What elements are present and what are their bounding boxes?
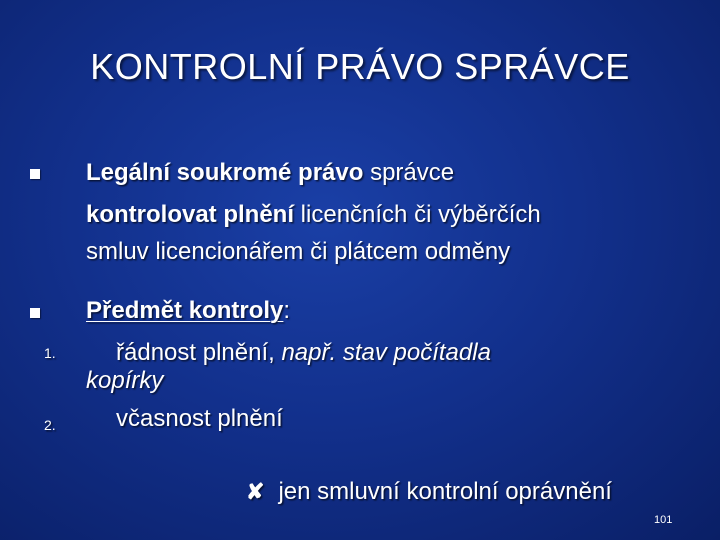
bullet1-line3: smluv licencionářem či plátcem odměny [86,238,511,265]
x-mark-icon: ✘ [246,479,265,504]
bullet1-line2 [86,201,541,229]
bullet1-rest-text: správce [363,159,455,186]
bullet2-bold-text: Předmět kontroly [86,297,284,324]
bullet1-line2-bold: kontrolovat plnění [86,201,295,228]
list-item-1-italic: např. stav počítadla [281,339,491,366]
list-item-1-text: řádnost plnění, [116,339,282,366]
bullet1-line1 [86,159,454,187]
bullet-square-icon [30,169,40,179]
note-line [246,478,612,506]
list-item-1-line2: kopírky [86,367,164,394]
slide-title: KONTROLNÍ PRÁVO SPRÁVCE [90,46,630,87]
note-text: jen smluvní kontrolní oprávnění [278,478,612,505]
list-number-1: 1. [44,345,56,361]
bullet2-colon: : [283,297,291,324]
bullet2-line [86,297,290,325]
list-item-1-line1 [116,339,491,367]
bullet1-bold-text: Legální soukromé právo [86,159,364,186]
list-item-2: včasnost plnění [116,405,283,432]
list-number-2: 2. [44,417,56,433]
bullet-square-icon [30,308,40,318]
bullet1-line2-rest: licenčních či výběrčích [294,201,541,228]
page-number: 101 [654,514,673,526]
